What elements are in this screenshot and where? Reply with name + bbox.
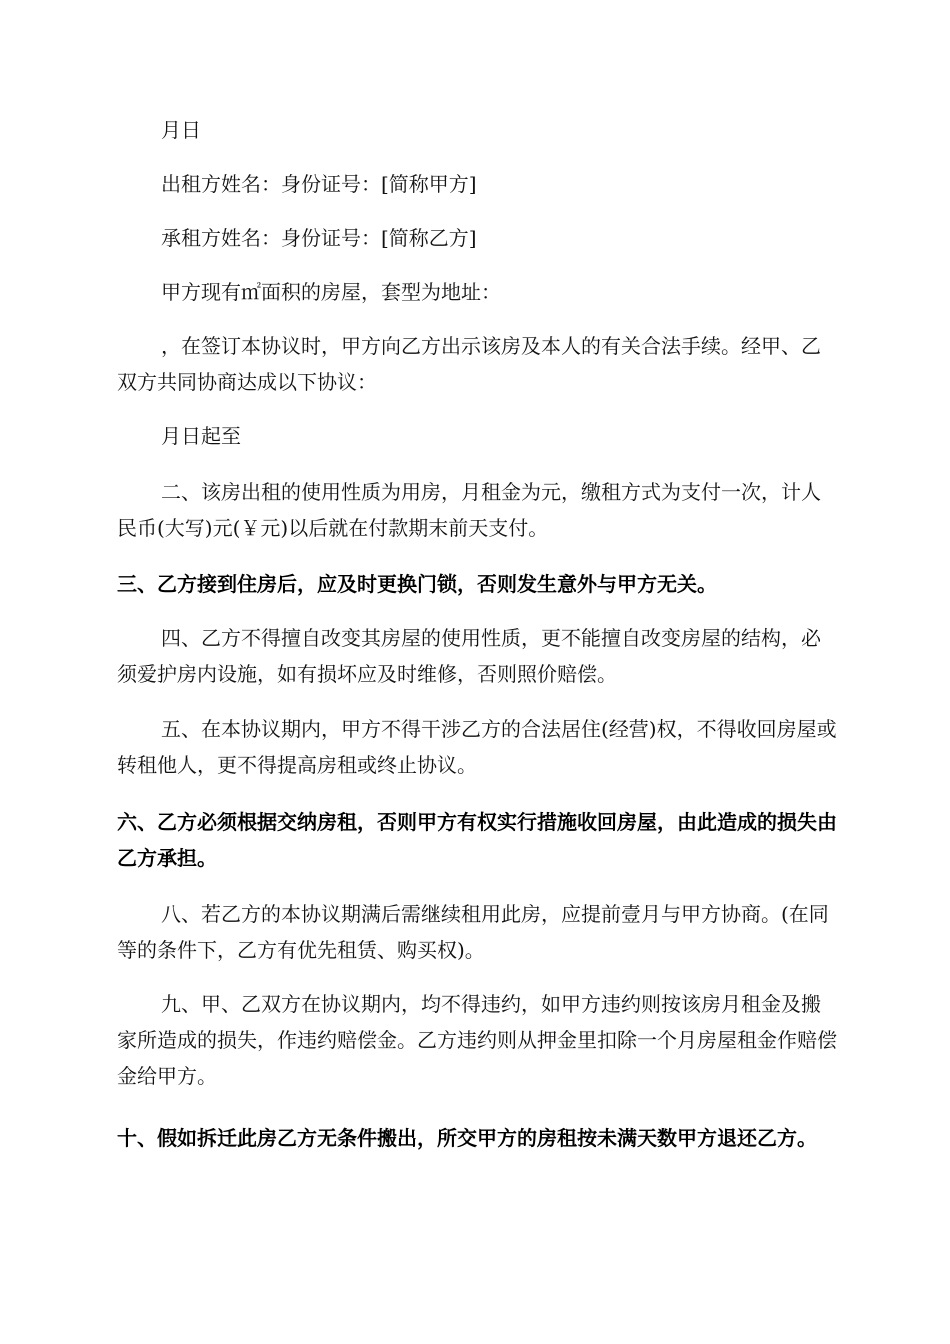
- clause-9: 九、甲、乙双方在协议期内，均不得违约，如甲方违约则按该房月租金及搬家所造成的损失，作违约赔偿金。乙方违约则从押金里扣除一个月房屋租金作赔偿金给甲方。: [117, 992, 837, 1088]
- paragraph-lessor: 出租方姓名：身份证号：[简称甲方]: [161, 172, 477, 196]
- paragraph-lessee: 承租方姓名：身份证号：[简称乙方]: [161, 226, 477, 250]
- clause-3: 三、乙方接到住房后，应及时更换门锁，否则发生意外与甲方无关。: [117, 572, 717, 596]
- clause-6: 六、乙方必须根据交纳房租，否则甲方有权实行措施收回房屋，由此造成的损失由乙方承担。: [117, 810, 837, 870]
- clause-4: 四、乙方不得擅自改变其房屋的使用性质，更不能擅自改变房屋的结构，必须爱护房内设施，如有损坏应及时维修，否则照价赔偿。: [117, 626, 821, 686]
- paragraph-term: 月日起至: [161, 424, 241, 448]
- clause-10: 十、假如拆迁此房乙方无条件搬出，所交甲方的房租按未满天数甲方退还乙方。: [117, 1126, 817, 1150]
- paragraph-property: 甲方现有㎡面积的房屋，套型为地址：: [161, 280, 501, 304]
- clause-2: 二、该房出租的使用性质为用房，月租金为元，缴租方式为支付一次，计人民币(大写)元(￥元)以后就在付款期末前天支付。: [117, 480, 821, 540]
- paragraph-agreement-intro: ，在签订本协议时，甲方向乙方出示该房及本人的有关合法手续。经甲、乙双方共同协商达成以下协议：: [117, 334, 821, 394]
- clause-5: 五、在本协议期内，甲方不得干涉乙方的合法居住(经营)权，不得收回房屋或转租他人，更不得提高房租或终止协议。: [117, 717, 837, 777]
- clause-8: 八、若乙方的本协议期满后需继续租用此房，应提前壹月与甲方协商。(在同等的条件下，乙方有优先租赁、购买权)。: [117, 902, 829, 962]
- paragraph-date: 月日: [161, 118, 201, 142]
